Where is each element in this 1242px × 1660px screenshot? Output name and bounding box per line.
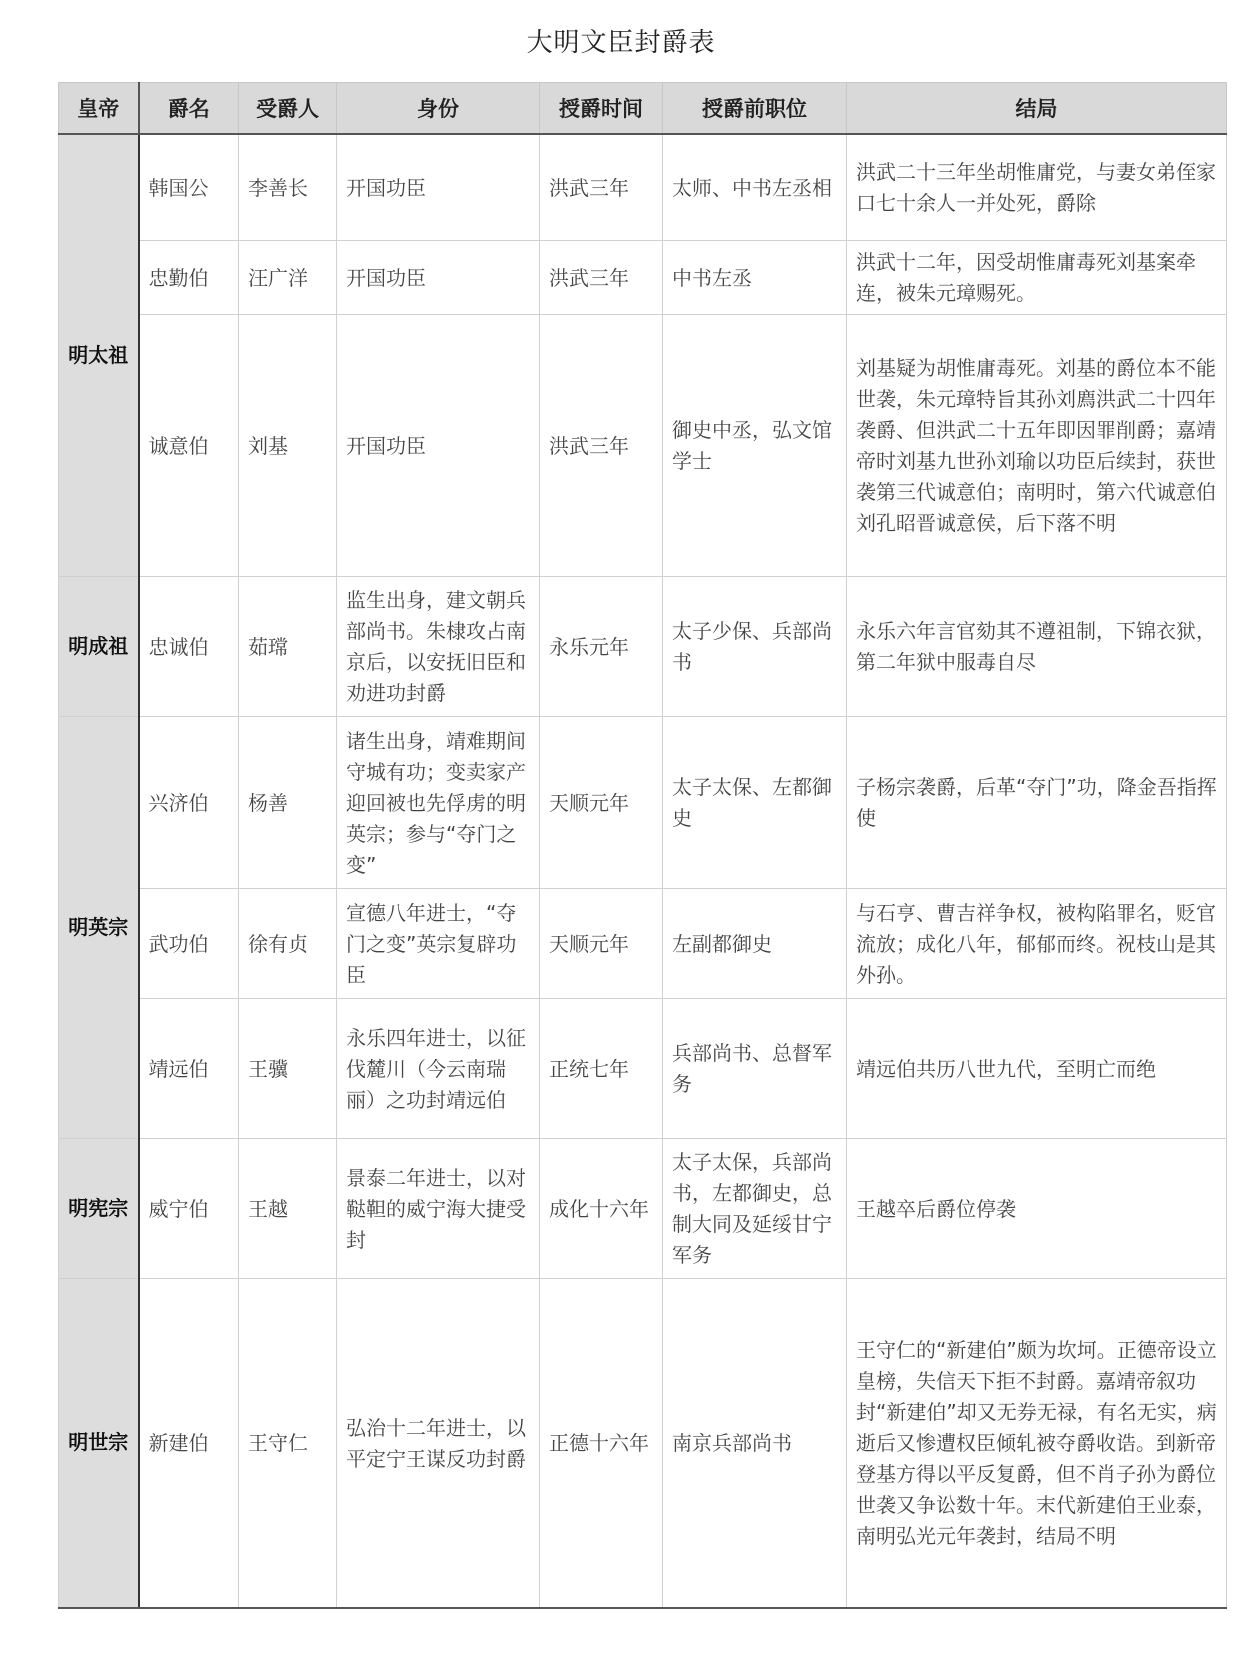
person-cell: 王守仁 <box>239 1278 337 1608</box>
person-cell: 杨善 <box>239 716 337 888</box>
header-row <box>59 83 1227 135</box>
position-cell: 中书左丞 <box>663 240 847 314</box>
title-cell: 靖远伯 <box>139 998 239 1138</box>
header-identity: 身份 <box>337 83 540 135</box>
position-cell: 御史中丞，弘文馆学士 <box>663 314 847 576</box>
table-row <box>59 1278 1227 1608</box>
person-cell: 王骥 <box>239 998 337 1138</box>
identity-cell: 开国功臣 <box>337 314 540 576</box>
table-row <box>59 576 1227 716</box>
outcome-cell: 王守仁的“新建伯”颇为坎坷。正德帝设立皇榜，失信天下拒不封爵。嘉靖帝叙功封“新建伯”却又无券无禄，有名无实，病逝后又惨遭权臣倾轧被夺爵收诰。到新帝登基方得以平反复爵，但不肖子孙为爵位世袭又争讼数十年。末代新建伯王业泰，南明弘光元年袭封，结局不明 <box>847 1278 1227 1608</box>
emperor-cell: 明成祖 <box>59 576 139 716</box>
header-emperor: 皇帝 <box>59 83 139 135</box>
identity-cell: 景泰二年进士，以对鞑靼的威宁海大捷受封 <box>337 1138 540 1278</box>
title-cell: 威宁伯 <box>139 1138 239 1278</box>
time-cell: 成化十六年 <box>540 1138 663 1278</box>
table-row <box>59 314 1227 576</box>
page-title: 大明文臣封爵表 <box>526 28 716 58</box>
position-cell: 太子少保、兵部尚书 <box>663 576 847 716</box>
identity-cell: 弘治十二年进士，以平定宁王谋反功封爵 <box>337 1278 540 1608</box>
table-row <box>59 888 1227 998</box>
emperor-cell: 明太祖 <box>59 134 139 576</box>
identity-cell: 永乐四年进士，以征伐麓川（今云南瑞丽）之功封靖远伯 <box>337 998 540 1138</box>
title-cell: 武功伯 <box>139 888 239 998</box>
identity-cell: 开国功臣 <box>337 240 540 314</box>
title-cell: 忠诚伯 <box>139 576 239 716</box>
title-cell: 诚意伯 <box>139 314 239 576</box>
person-cell: 李善长 <box>239 134 337 240</box>
position-cell: 兵部尚书、总督军务 <box>663 998 847 1138</box>
header-time: 授爵时间 <box>540 83 663 135</box>
time-cell: 洪武三年 <box>540 134 663 240</box>
emperor-cell: 明世宗 <box>59 1278 139 1608</box>
identity-cell: 诸生出身，靖难期间守城有功；变卖家产迎回被也先俘虏的明英宗；参与“夺门之变” <box>337 716 540 888</box>
emperor-cell: 明英宗 <box>59 716 139 1138</box>
title-cell: 韩国公 <box>139 134 239 240</box>
person-cell: 王越 <box>239 1138 337 1278</box>
person-cell: 徐有贞 <box>239 888 337 998</box>
emperor-cell: 明宪宗 <box>59 1138 139 1278</box>
time-cell: 洪武三年 <box>540 314 663 576</box>
time-cell: 正德十六年 <box>540 1278 663 1608</box>
position-cell: 太子太保、左都御史 <box>663 716 847 888</box>
identity-cell: 监生出身，建文朝兵部尚书。朱棣攻占南京后，以安抚旧臣和劝进功封爵 <box>337 576 540 716</box>
table-row <box>59 240 1227 314</box>
table-row <box>59 716 1227 888</box>
position-cell: 太师、中书左丞相 <box>663 134 847 240</box>
table-row <box>59 134 1227 240</box>
position-cell: 南京兵部尚书 <box>663 1278 847 1608</box>
outcome-cell: 刘基疑为胡惟庸毒死。刘基的爵位本不能世袭，朱元璋特旨其孙刘廌洪武二十四年袭爵、但洪武二十五年即因罪削爵；嘉靖帝时刘基九世孙刘瑜以功臣后续封，获世袭第三代诚意伯；南明时，第六代诚意伯刘孔昭晋诚意侯，后下落不明 <box>847 314 1227 576</box>
outcome-cell: 靖远伯共历八世九代，至明亡而绝 <box>847 998 1227 1138</box>
person-cell: 刘基 <box>239 314 337 576</box>
title-cell: 兴济伯 <box>139 716 239 888</box>
outcome-cell: 王越卒后爵位停袭 <box>847 1138 1227 1278</box>
header-title: 爵名 <box>139 83 239 135</box>
outcome-cell: 子杨宗袭爵，后革“夺门”功，降金吾指挥使 <box>847 716 1227 888</box>
header-person: 受爵人 <box>239 83 337 135</box>
title-cell: 忠勤伯 <box>139 240 239 314</box>
time-cell: 天顺元年 <box>540 888 663 998</box>
outcome-cell: 洪武二十三年坐胡惟庸党，与妻女弟侄家口七十余人一并处死，爵除 <box>847 134 1227 240</box>
identity-cell: 开国功臣 <box>337 134 540 240</box>
outcome-cell: 洪武十二年，因受胡惟庸毒死刘基案牵连，被朱元璋赐死。 <box>847 240 1227 314</box>
position-cell: 左副都御史 <box>663 888 847 998</box>
outcome-cell: 永乐六年言官劾其不遵祖制，下锦衣狱，第二年狱中服毒自尽 <box>847 576 1227 716</box>
title-cell: 新建伯 <box>139 1278 239 1608</box>
identity-cell: 宣德八年进士，“夺门之变”英宗复辟功臣 <box>337 888 540 998</box>
time-cell: 永乐元年 <box>540 576 663 716</box>
peerage-table <box>58 82 1227 1609</box>
time-cell: 洪武三年 <box>540 240 663 314</box>
position-cell: 太子太保，兵部尚书，左都御史，总制大同及延绥甘宁军务 <box>663 1138 847 1278</box>
outcome-cell: 与石亨、曹吉祥争权，被构陷罪名，贬官流放；成化八年，郁郁而终。祝枝山是其外孙。 <box>847 888 1227 998</box>
person-cell: 茹瑺 <box>239 576 337 716</box>
time-cell: 正统七年 <box>540 998 663 1138</box>
table-row <box>59 1138 1227 1278</box>
header-outcome: 结局 <box>847 83 1227 135</box>
header-position: 授爵前职位 <box>663 83 847 135</box>
table-row <box>59 998 1227 1138</box>
time-cell: 天顺元年 <box>540 716 663 888</box>
person-cell: 汪广洋 <box>239 240 337 314</box>
